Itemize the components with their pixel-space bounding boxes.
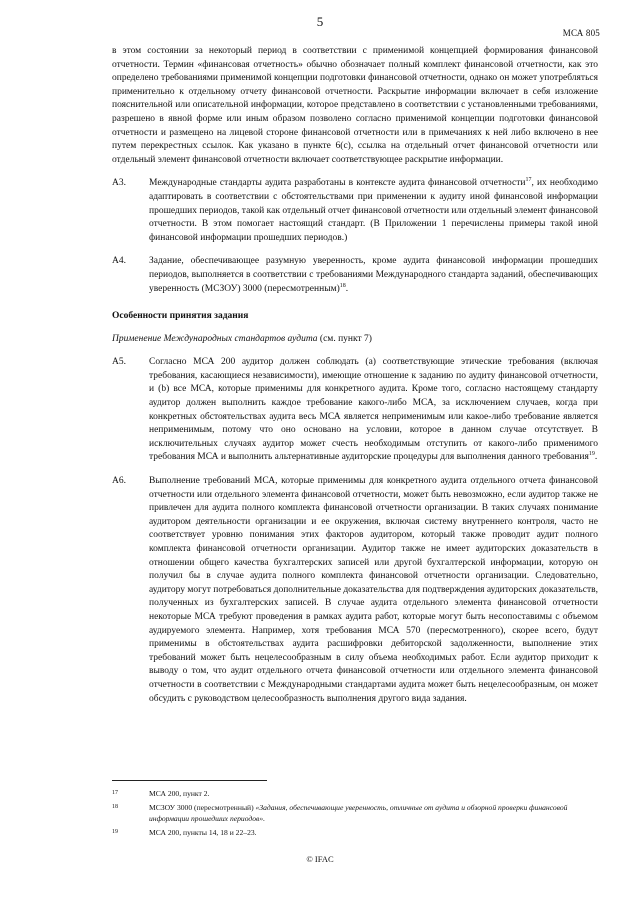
main-content <box>112 45 598 706</box>
paragraph-a3 <box>112 177 598 245</box>
footnote-plain: МСА 200, пункт 2. <box>149 789 210 798</box>
footnote-italic: «Задания, обеспечивающие уверенность, отличные от аудита и обзорной проверки финансовой информации прошедших периодов». <box>149 803 568 823</box>
footnote-ref[interactable]: 17 <box>525 177 532 184</box>
paragraph-text: Выполнение требований МСА, которые применимы для конкретного аудита отдельного отчета финансовой отчетности или отдельного элемента финансовой отчетности, может быть невозможно, если аудитор также не привлечен для аудита полного комплекта финансовой отчетности организации. В таких случаях понимание аудитором деятельности организации и ее окружения, включая систему внутреннего контроля, часто не соответствует уровню понимания этих факторов аудитором, который также проводит аудит полного комплекта финансовой отчетности организации. Аудитор также не имеет аудиторских доказательств в отношении общего качества бухгалтерских записей или другой бухгалтерской информации, которую он получил бы в случае аудита полного комплекта финансовой отчетности организации. Следовательно, аудитору могут потребоваться дополнительные доказательства для подтверждения аудиторских доказательств, полученных из бухгалтерских записей. В случае аудита отдельного элемента финансовой отчетности некоторые МСА требуют проведения в рамках аудита работ, которые могут быть несопоставимы с объемом аудируемого элемента. Например, хотя требования МСА 570 (пересмотренного), скорее всего, будут применимы в обстоятельствах аудита расшифровки дебиторской задолженности, выполнение этих требований может быть нецелесообразным в силу объема необходимых работ. Если аудитор приходит к выводу о том, что аудит отдельного отчета финансовой отчетности или отдельного элемента финансовой отчетности в соответствии с Международными стандартами аудита может быть нецелесообразным, он может обсудить с руководством целесообразность выполнения другого вида задания. <box>149 476 598 704</box>
text-segment: Международные стандарты аудита разработаны в контексте аудита финансовой отчетности <box>149 178 526 189</box>
paragraph-a4 <box>112 255 598 296</box>
text-segment: Согласно МСА 200 аудитор должен соблюдать (a) соответствующие этические требования (включая требования, касающиеся независимости), имеющие отношение к заданию по аудиту финансовой отчетности, и (b) все МСА, которые применимы для конкретного аудита. Кроме того, согласно настоящему стандарту аудитор должен выполнить каждое требование какого-либо МСА, за исключением случаев, когда при конкретных обстоятельствах аудита весь МСА является неприменимым или какое-либо требование является неприменимым, потому что оно основано на условии, которое в данном случае отсутствует. В исключительных случаях аудитор может счесть необходимым отступить от какого-либо применимого требования МСА и выполнить альтернативные аудиторские процедуры для выполнения данного требования <box>149 357 598 463</box>
paragraph-a5 <box>112 356 598 465</box>
footnote-19 <box>112 827 598 838</box>
paragraph-number: А6. <box>112 476 126 487</box>
footnote-text <box>149 802 598 824</box>
text-segment: Задание, обеспечивающее разумную уверенность, кроме аудита финансовой информации прошедших периодов, выполняется в соответствии с требованиями Международного стандарта заданий, обеспечивающих уверенность (МСЗОУ) 3000 (пересмотренным) <box>149 256 598 294</box>
copyright: © IFAC <box>306 854 334 864</box>
paragraph-text <box>149 356 598 465</box>
subheading-italic: Применение Международных стандартов аудита <box>112 333 318 344</box>
paragraph-text <box>149 177 598 245</box>
paragraph-number: А5. <box>112 357 126 368</box>
paragraph-number: А4. <box>112 256 126 267</box>
footnote-number: 17 <box>112 790 118 796</box>
footnote-ref[interactable]: 18 <box>339 282 346 289</box>
text-segment: . <box>345 283 349 294</box>
footnote-text <box>149 788 598 799</box>
footnote-text <box>149 827 598 838</box>
footnote-number: 19 <box>112 829 118 835</box>
paragraph-text <box>149 255 598 296</box>
subheading-ref: (см. пункт 7) <box>317 333 372 344</box>
intro-paragraph: в этом состоянии за некоторый период в соответствии с применимой концепцией формирования финансовой отчетности. Термин «финансовая отчетность» обычно обозначает полный комплект финансовой отчетности, как это определено требованиями применимой концепции подготовки финансовой отчетности, однако он может употребляться применительно к отдельному отчету финансовой отчетности. Раскрытие информации включает в себя изложение пояснительной или описательной информации, которое представлено в соответствии с установленными требованиями, разрешено в явной форме или иным образом позволено согласно применимой концепции подготовки финансовой отчетности и размещено на лицевой стороне финансовой отчетности или в примечаниях к ней либо включено в нее путем перекрестных ссылок. Как указано в пункте 6(с), ссылка на отдельный отчет финансовой отчетности или отдельный элемент финансовой отчетности включает соответствующее раскрытие информации. <box>112 46 598 165</box>
footnotes <box>112 788 598 841</box>
footnote-ref[interactable]: 19 <box>588 451 595 458</box>
footnote-17 <box>112 788 598 799</box>
page-number: 5 <box>316 14 324 29</box>
text-segment: . <box>594 452 598 463</box>
section-heading: Особенности принятия задания <box>112 311 249 322</box>
paragraph-a6 <box>112 475 598 706</box>
footnote-divider <box>112 780 267 781</box>
footnote-number: 18 <box>112 804 118 810</box>
subheading <box>112 333 598 347</box>
text-segment: , их необходимо адаптировать в соответствии с обстоятельствами при применении к аудиту иной финансовой информации прошедших периодов, такой как отдельный отчет финансовой отчетности или отдельный элемент финансовой отчетности. В этом помогает настоящий стандарт. (В Приложении 1 перечислены примеры такой иной финансовой информации прошедших периодов.) <box>149 178 598 243</box>
footnote-18 <box>112 802 598 824</box>
standard-code: МСА 805 <box>562 28 600 38</box>
footnote-plain: МСЗОУ 3000 (пересмотренный) <box>149 803 256 812</box>
footnote-plain: МСА 200, пункты 14, 18 и 22–23. <box>149 828 257 837</box>
paragraph-number: А3. <box>112 178 126 189</box>
